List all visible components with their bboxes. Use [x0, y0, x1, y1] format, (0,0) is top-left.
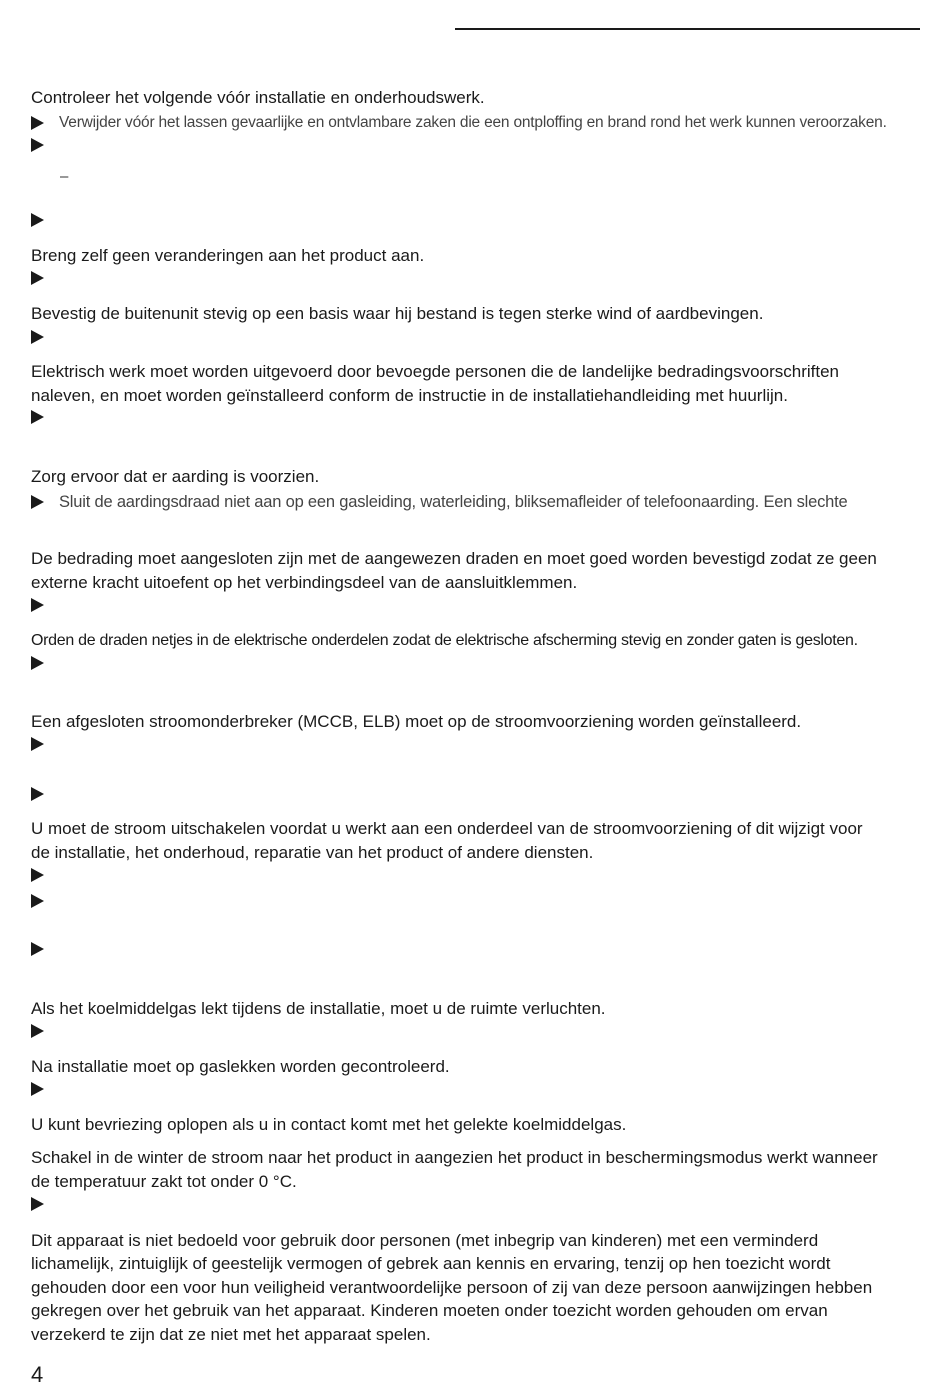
header-rule: [455, 28, 920, 30]
ventilate-text: Als het koelmiddelgas lekt tijdens de installatie, moet u de ruimte verluchten.: [31, 999, 606, 1018]
wiring-text-line-1: De bedrading moet aangesloten zijn met de aangewezen draden en moet goed worden bevestigd zodat ze geen: [31, 549, 877, 568]
bullet-empty-5: [31, 410, 44, 424]
triangle-right-icon: [31, 138, 44, 152]
persons-text-line-3: gehouden door een voor hun veiligheid verantwoordelijke persoon of zij van deze persoon aanwijzingen hebben: [31, 1278, 873, 1297]
triangle-right-icon: [31, 598, 44, 612]
wiring-text-line-2: externe kracht uitoefent op het verbindingsdeel van de aansluitklemmen.: [31, 573, 578, 592]
bullet-empty-3: [31, 271, 44, 285]
triangle-right-icon: [31, 1024, 44, 1038]
electrical-text-line-2: naleven, en moet worden geïnstalleerd conform de instructie in de installatiehandleiding met huurlijn.: [31, 386, 788, 405]
grounding-text: Zorg ervoor dat er aarding is voorzien.: [31, 467, 320, 486]
dash-mark: –: [60, 168, 69, 185]
triangle-right-icon: [31, 787, 44, 801]
triangle-right-icon: [31, 1197, 44, 1211]
triangle-right-icon: [31, 410, 44, 424]
triangle-right-icon: [31, 271, 44, 285]
frostbite-text: U kunt bevriezing oplopen als u in contact komt met het gelekte koelmiddelgas.: [31, 1115, 627, 1134]
electrical-text-line-1: Elektrisch werk moet worden uitgevoerd door bevoegde personen die de landelijke bedradingsvoorschriften: [31, 362, 839, 381]
power-off-text-line-2: de installatie, het onderhoud, reparatie van het product of andere diensten.: [31, 843, 594, 862]
triangle-right-icon: [31, 656, 44, 670]
bullet-grounding: [31, 491, 847, 513]
page-number: 4: [31, 1362, 44, 1387]
bullet-empty-14: [31, 1082, 44, 1096]
bullet-welding: [31, 112, 887, 134]
triangle-right-icon: [31, 942, 44, 956]
arrange-wires-text: Orden de draden netjes in de elektrische onderdelen zodat de elektrische afscherming stevig en zonder gaten is gesloten.: [31, 632, 858, 649]
outdoor-unit-text: Bevestig de buitenunit stevig op een basis waar hij bestand is tegen sterke wind of aardbevingen.: [31, 304, 764, 323]
winter-text-line-1: Schakel in de winter de stroom naar het product in aangezien het product in beschermingsmodus werkt wanneer: [31, 1148, 878, 1167]
persons-text-line-1: Dit apparaat is niet bedoeld voor gebruik door personen (met inbegrip van kinderen) met een verminderd: [31, 1231, 819, 1250]
persons-text-line-2: lichamelijk, zintuiglijk of geestelijk vermogen of gebrek aan kennis en ervaring, tenzij op hen toezicht wordt: [31, 1254, 831, 1273]
triangle-right-icon: [31, 330, 44, 344]
intro-text: Controleer het volgende vóór installatie en onderhoudswerk.: [31, 88, 485, 107]
winter-text-line-2: de temperatuur zakt tot onder 0 °C.: [31, 1172, 297, 1191]
bullet-empty-15: [31, 1197, 44, 1211]
bullet-empty-8: [31, 737, 44, 751]
bullet-empty-13: [31, 1024, 44, 1038]
bullet-empty-6: [31, 598, 44, 612]
bullet-empty-11: [31, 894, 44, 908]
triangle-right-icon: [31, 868, 44, 882]
bullet-grounding-text: Sluit de aardingsdraad niet aan op een gasleiding, waterleiding, bliksemafleider of telefoonaarding. Een slechte: [59, 493, 848, 511]
triangle-right-icon: [31, 213, 44, 227]
no-modify-text: Breng zelf geen veranderingen aan het product aan.: [31, 246, 425, 265]
triangle-right-icon: [31, 737, 44, 751]
bullet-empty-1: [31, 138, 44, 152]
bullet-empty-9: [31, 787, 44, 801]
bullet-empty-4: [31, 330, 44, 344]
triangle-right-icon: [31, 1082, 44, 1096]
bullet-empty-7: [31, 656, 44, 670]
bullet-empty-2: [31, 213, 44, 227]
triangle-right-icon: [31, 495, 44, 509]
power-off-text-line-1: U moet de stroom uitschakelen voordat u werkt aan een onderdeel van de stroomvoorziening of dit wijzigt voor: [31, 819, 863, 838]
persons-text-line-5: verzekerd te zijn dat ze niet met het apparaat spelen.: [31, 1325, 431, 1344]
persons-text-line-4: gekregen over het gebruik van het apparaat. Kinderen moeten onder toezicht worden gehouden om ervan: [31, 1301, 828, 1320]
bullet-empty-10: [31, 868, 44, 882]
triangle-right-icon: [31, 116, 44, 130]
leak-check-text: Na installatie moet op gaslekken worden gecontroleerd.: [31, 1057, 450, 1076]
triangle-right-icon: [31, 894, 44, 908]
bullet-welding-text: Verwijder vóór het lassen gevaarlijke en ontvlambare zaken die een ontploffing en brand rond het werk kunnen veroorzaken.: [59, 114, 887, 131]
breaker-text: Een afgesloten stroomonderbreker (MCCB, ELB) moet op de stroomvoorziening worden geïnstalleerd.: [31, 712, 802, 731]
bullet-empty-12: [31, 942, 44, 956]
